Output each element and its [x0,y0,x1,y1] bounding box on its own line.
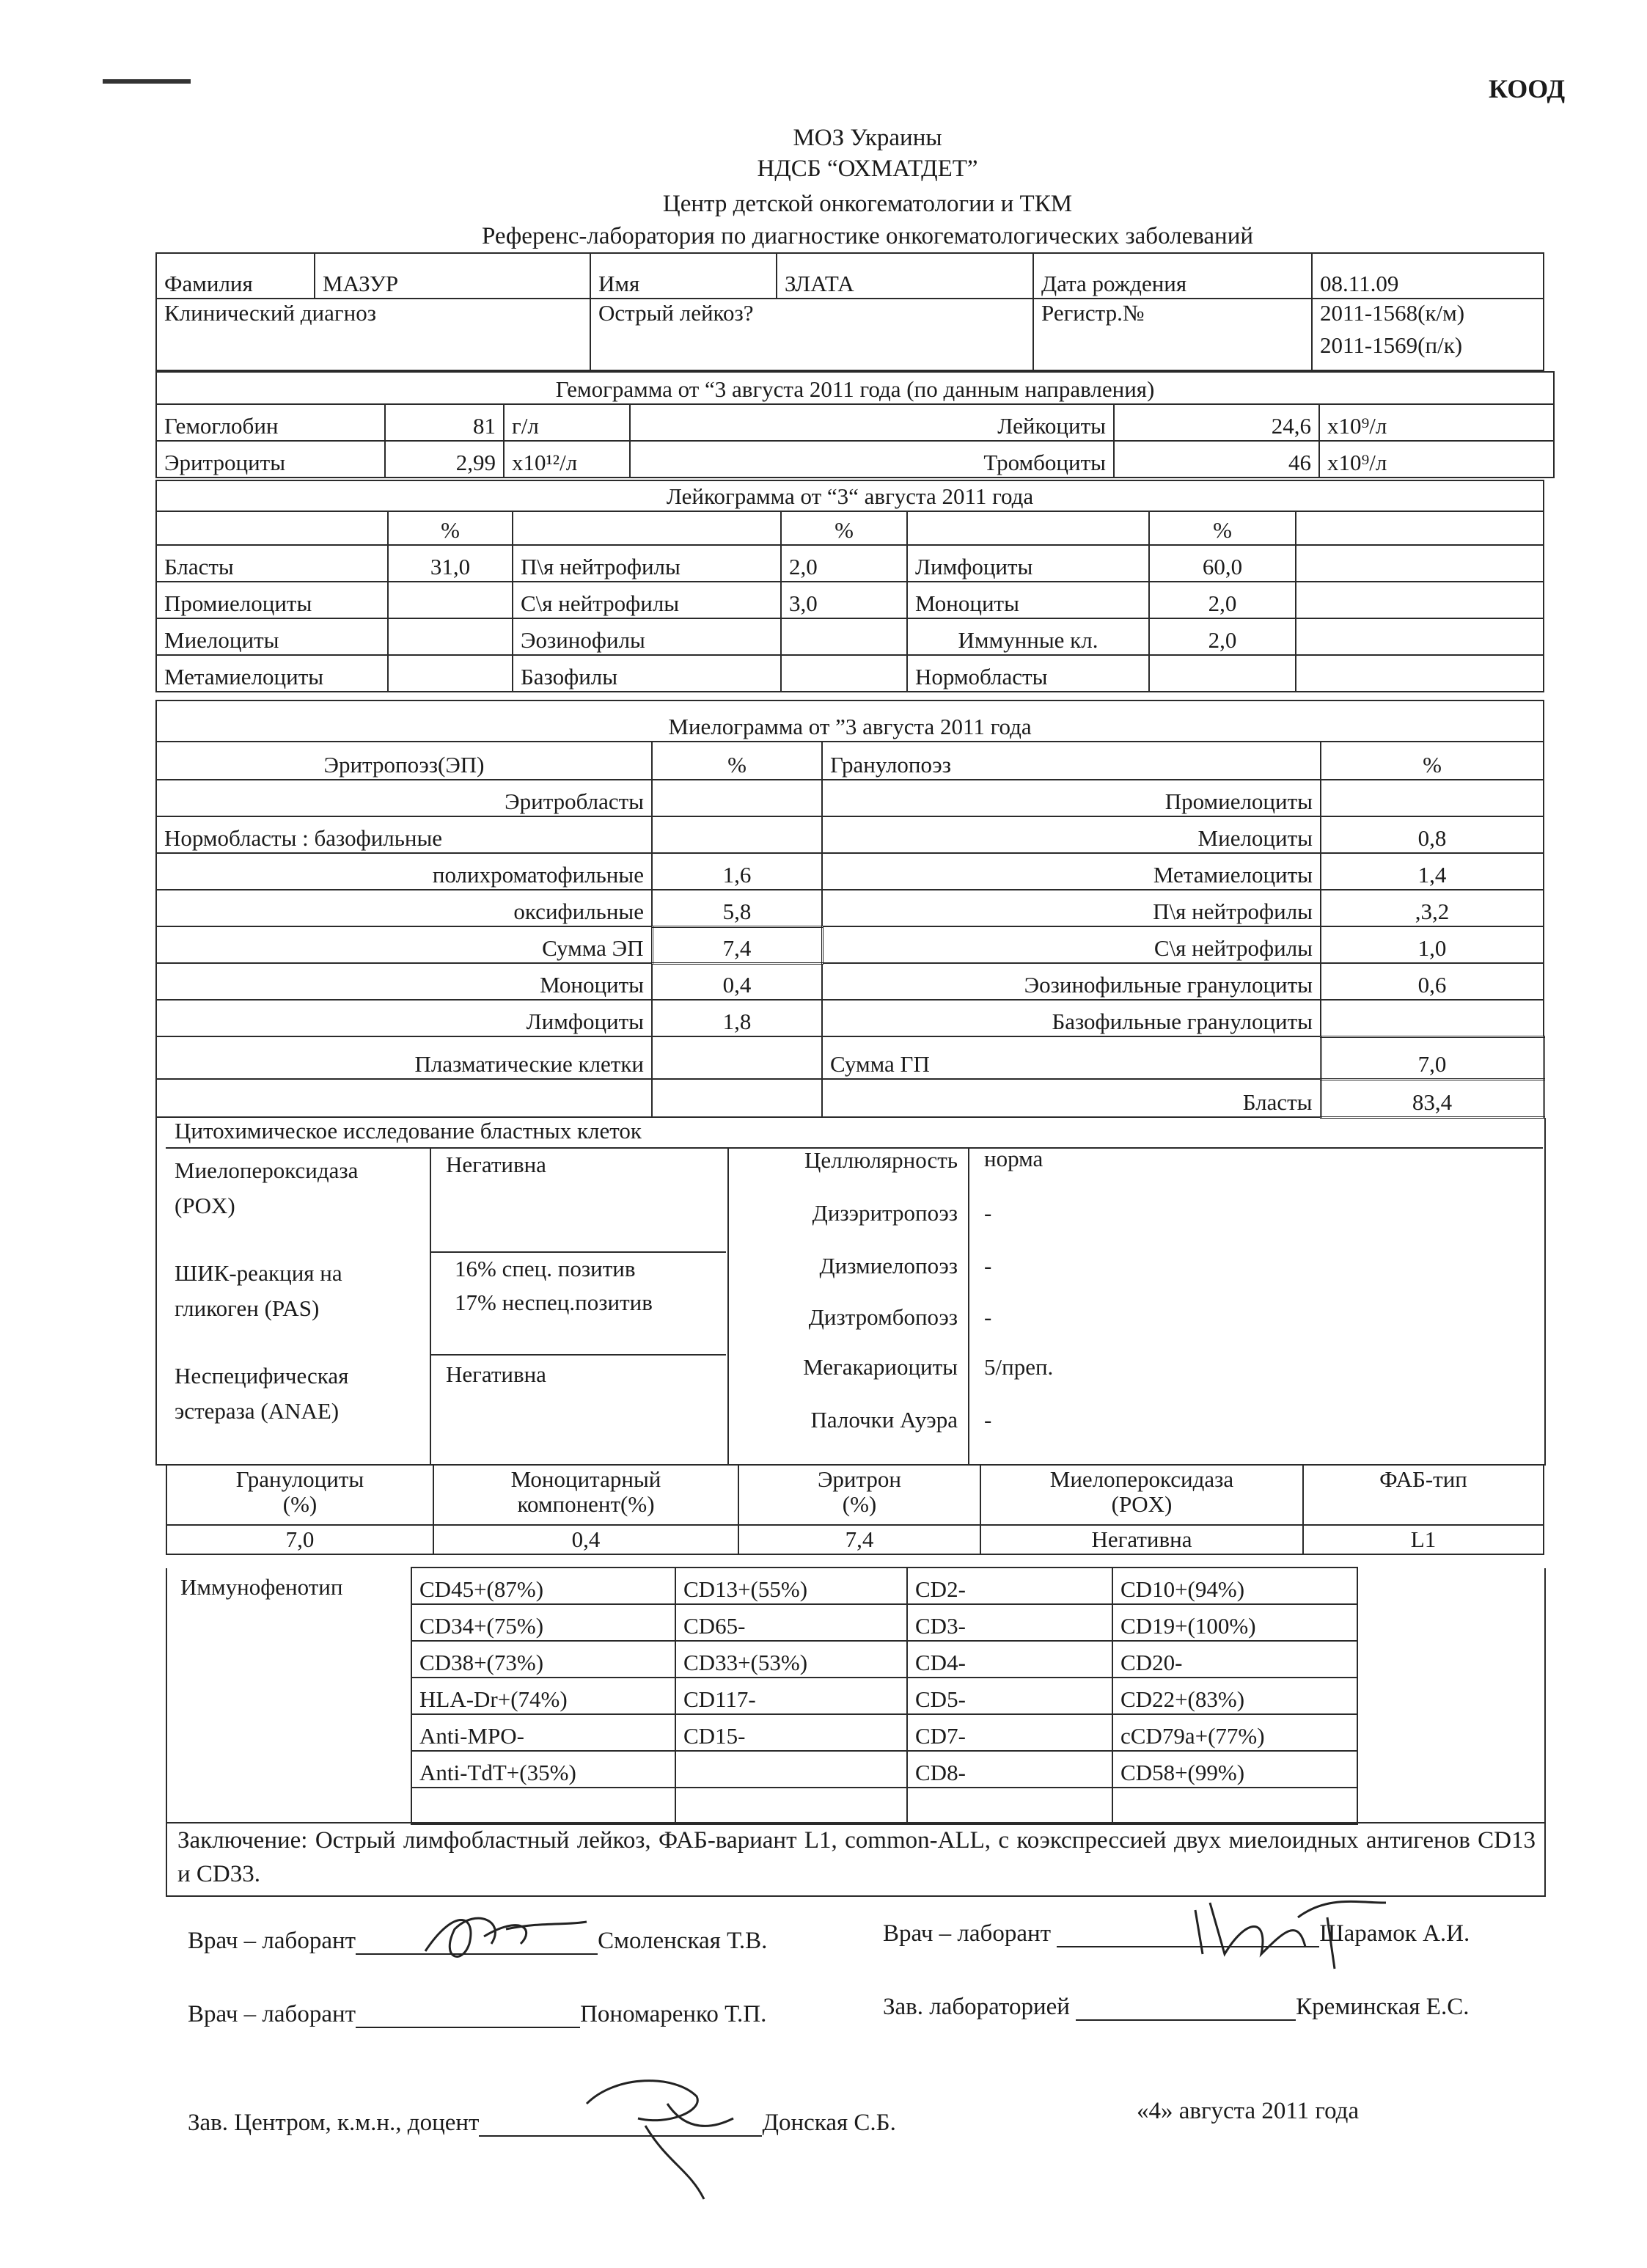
immuno-marker: CD2- [907,1568,1112,1604]
normoblasts-label: Нормобласты : базофильные [156,816,652,853]
immuno-row [411,1568,1357,1604]
doc1-name: Смоленская Т.В. [598,1928,768,1954]
monocytes-value: 0,4 [652,963,822,1000]
doc5-name: Донская С.Б. [762,2110,896,2136]
rbc-label: Эритроциты [156,441,385,478]
name-label: Имя [590,253,777,299]
rbc-unit: x10¹²/л [504,441,630,478]
summary-table [166,1464,1544,1555]
scan-mark [103,79,191,84]
immuno-marker: CD7- [907,1714,1112,1751]
mono-value: 2,0 [1149,582,1296,618]
immuno-marker: CD33+(53%) [675,1641,907,1678]
cellularity-value: норма [984,1146,1043,1171]
wbc-label: Лейкоциты [630,404,1114,441]
immune-label: Иммунные кл. [907,618,1149,655]
oxyphil-label: оксифильные [156,890,652,926]
doc4-name: Креминская Е.С. [1296,1994,1470,2020]
hb-label: Гемоглобин [156,404,385,441]
oxyphil-value: 5,8 [652,890,822,926]
immuno-marker: CD65- [675,1604,907,1641]
sum-gp-value: 7,0 [1321,1036,1544,1079]
auer-value: - [984,1407,992,1433]
immuno-marker: CD5- [907,1678,1112,1714]
dysthrombo-label: Дизтромбопоэз [808,1304,958,1330]
immuno-marker: CD22+(83%) [1112,1678,1357,1714]
eos-label: Эозинофилы [513,618,781,655]
immuno-row [411,1714,1357,1751]
wbc-unit: x10⁹/л [1319,404,1554,441]
sum-ep-value: 7,4 [652,926,822,963]
immuno-marker [1112,1788,1357,1824]
doc2-signature [1181,1888,1401,1976]
document-code: КООД [1489,74,1566,103]
immuno-marker: CD15- [675,1714,907,1751]
immuno-marker [675,1751,907,1788]
hb-unit: г/л [504,404,630,441]
immuno-marker: CD117- [675,1678,907,1714]
seg-label: С\я нейтрофилы [822,926,1321,963]
rbc-value: 2,99 [385,441,504,478]
seg-label: С\я нейтрофилы [513,582,781,618]
immuno-marker: Anti-MPO- [411,1714,675,1751]
lymphocytes-value: 1,8 [652,1000,822,1036]
pct-header: % [652,742,822,780]
auer-label: Палочки Ауэра [810,1407,958,1433]
surname-label: Фамилия [156,253,315,299]
cytochem-title: Цитохимическое исследование бластных клеток [175,1118,642,1144]
lymphocytes-label: Лимфоциты [156,1000,652,1036]
header-center: Центр детской онкогематологии и ТКМ [662,191,1073,217]
metamyelocytes-label: Метамиелоциты [822,853,1321,890]
megak-value: 5/преп. [984,1354,1054,1380]
erythron-value: 7,4 [738,1525,980,1554]
doc3-role: Врач – лаборант [188,2001,356,2027]
granulocytes-value: 7,0 [166,1525,433,1554]
immuno-marker: cCD79a+(77%) [1112,1714,1357,1751]
monocytes-label: Моноциты [156,963,652,1000]
blasts-value: 83,4 [1321,1079,1544,1117]
immuno-marker [411,1788,675,1824]
hb-value: 81 [385,404,504,441]
immuno-marker: CD38+(73%) [411,1641,675,1678]
erythron-header: Эритрон (%) [738,1465,980,1525]
band-label: П\я нейтрофилы [822,890,1321,926]
immuno-marker: CD45+(87%) [411,1568,675,1604]
dysthrombo-value: - [984,1304,992,1330]
myelogram-title: Миелограмма от ”3 августа 2011 года [156,700,1544,742]
mpo-value: Негативна [980,1525,1303,1554]
patient-table [155,252,1544,371]
immuno-label: Иммунофенотип [180,1574,343,1600]
metamyelo-label: Метамиелоциты [156,655,388,692]
leukogram-table [155,480,1544,692]
anae-value: Негативна [446,1361,546,1387]
pas-label: ШИК-реакция на гликоген (PAS) [175,1260,342,1321]
signature-row-2-right [883,1994,1469,2021]
erythropoiesis-header: Эритропоэз(ЭП) [156,742,652,780]
plasma-label: Плазматические клетки [156,1036,652,1079]
doc1-role: Врач – лаборант [188,1928,356,1954]
band-value: 2,0 [781,545,907,582]
diagnosis-value: Острый лейкоз? [590,299,1033,370]
blasts-label: Бласты [822,1079,1321,1117]
myelo-label: Миелоциты [156,618,388,655]
seg-value: 3,0 [781,582,907,618]
diagnosis-label: Клинический диагноз [156,299,590,370]
granulocytes-header: Гранулоциты (%) [166,1465,433,1525]
baso-label: Базофильные гранулоциты [822,1000,1321,1036]
megak-label: Мегакариоциты [803,1354,958,1380]
pct-header: % [388,511,513,545]
mpo-label: Миелопероксидаза (POX) [175,1157,359,1218]
dyserythro-value: - [984,1200,992,1226]
immuno-row [411,1641,1357,1678]
immuno-marker: CD58+(99%) [1112,1751,1357,1788]
register-values [1312,299,1544,370]
immune-value: 2,0 [1149,618,1296,655]
immuno-marker [907,1788,1112,1824]
dysmyelo-label: Дизмиелопоэз [819,1253,958,1279]
hemogram-table [155,371,1555,478]
immuno-marker: CD8- [907,1751,1112,1788]
eos-value: 0,6 [1321,963,1544,1000]
immuno-marker: HLA-Dr+(74%) [411,1678,675,1714]
pas-value-2: 17% неспец.позитив [455,1290,653,1315]
immuno-marker: CD20- [1112,1641,1357,1678]
lymph-label: Лимфоциты [907,545,1149,582]
signature-row-2-left [188,2001,766,2028]
fab-value: L1 [1303,1525,1544,1554]
doc1-signature [411,1900,601,1973]
sum-gp-label: Сумма ГП [822,1036,1321,1079]
immuno-marker: CD34+(75%) [411,1604,675,1641]
cellularity-label: Целлюлярность [804,1147,958,1173]
anae-label: Неспецифическая эстераза (ANAE) [175,1363,349,1424]
header-ministry: МОЗ Украины [793,125,942,151]
immuno-row [411,1678,1357,1714]
immuno-marker: CD13+(55%) [675,1568,907,1604]
mpo-header: Миелопероксидаза (POX) [980,1465,1303,1525]
immuno-row [411,1751,1357,1788]
plt-unit: x10⁹/л [1319,441,1554,478]
hemogram-title: Гемограмма от “3 августа 2011 года (по данным направления) [156,372,1554,404]
pct-header: % [1321,742,1544,780]
seg-value: 1,0 [1321,926,1544,963]
doc2-role: Врач – лаборант [883,1920,1052,1947]
conclusion-text: Заключение: Острый лимфобластный лейкоз, ФАБ-вариант L1, common-ALL, с коэкспрессией двух миелоидных антигенов CD13 и CD33. [177,1827,1536,1887]
promyelo-label: Промиелоциты [156,582,388,618]
plt-value: 46 [1114,441,1319,478]
polychrom-label: полихроматофильные [156,853,652,890]
pas-value-1: 16% спец. позитив [455,1256,636,1281]
register-label: Регистр.№ [1033,299,1312,370]
dob-value: 08.11.09 [1312,253,1544,299]
immuno-row [411,1788,1357,1824]
dob-label: Дата рождения [1033,253,1312,299]
immuno-marker: Anti-TdT+(35%) [411,1751,675,1788]
mpo-value: Негативна [446,1152,546,1177]
mono-label: Моноциты [907,582,1149,618]
immuno-marker: CD3- [907,1604,1112,1641]
doc2-name: Шарамок А.И. [1319,1920,1470,1947]
band-value: ,3,2 [1321,890,1544,926]
doc5-role: Зав. Центром, к.м.н., доцент [188,2110,480,2136]
header-hospital: НДСБ “ОХМАТДЕТ” [757,156,978,182]
promyelocytes-label: Промиелоциты [822,780,1321,816]
immuno-marker: CD4- [907,1641,1112,1678]
doc4-role: Зав. лабораторией [883,1994,1070,2020]
pct-header: % [1149,511,1296,545]
dysmyelo-value: - [984,1253,992,1279]
register-value-1: 2011-1568(к/м) [1320,300,1465,326]
leukogram-title: Лейкограмма от “3“ августа 2011 года [156,480,1544,511]
immuno-marker: CD19+(100%) [1112,1604,1357,1641]
immuno-marker [675,1788,907,1824]
granulopoiesis-header: Гранулопоэз [822,742,1321,780]
immuno-marker: CD10+(94%) [1112,1568,1357,1604]
normo-label: Нормобласты [907,655,1149,692]
fab-header: ФАБ-тип [1303,1465,1544,1525]
wbc-value: 24,6 [1114,404,1319,441]
myelocytes-value: 0,8 [1321,816,1544,853]
lymph-value: 60,0 [1149,545,1296,582]
signature-date: «4» августа 2011 года [1137,2098,1360,2124]
polychrom-value: 1,6 [652,853,822,890]
band-label: П\я нейтрофилы [513,545,781,582]
immuno-row [411,1604,1357,1641]
monocytic-header: Моноцитарный компонент(%) [433,1465,738,1525]
register-value-2: 2011-1569(п/к) [1320,332,1463,358]
header-lab: Референс-лаборатория по диагностике онкогематологических заболеваний [481,223,1254,249]
doc3-name: Пономаренко Т.П. [580,2001,767,2027]
eos-label: Эозинофильные гранулоциты [822,963,1321,1000]
myelogram-table [155,700,1545,1119]
sum-ep-label: Сумма ЭП [156,926,652,963]
erythroblasts-label: Эритробласты [156,780,652,816]
surname-value: МАЗУР [315,253,590,299]
metamyelocytes-value: 1,4 [1321,853,1544,890]
immuno-table [411,1567,1358,1825]
blasts-value: 31,0 [388,545,513,582]
doc5-signature [557,2060,807,2206]
baso-label: Базофилы [513,655,781,692]
myelocytes-label: Миелоциты [822,816,1321,853]
dyserythro-label: Дизэритропоэз [812,1200,958,1226]
plt-label: Тромбоциты [630,441,1114,478]
monocytic-value: 0,4 [433,1525,738,1554]
name-value: ЗЛАТА [777,253,1033,299]
pct-header: % [781,511,907,545]
blasts-label: Бласты [156,545,388,582]
